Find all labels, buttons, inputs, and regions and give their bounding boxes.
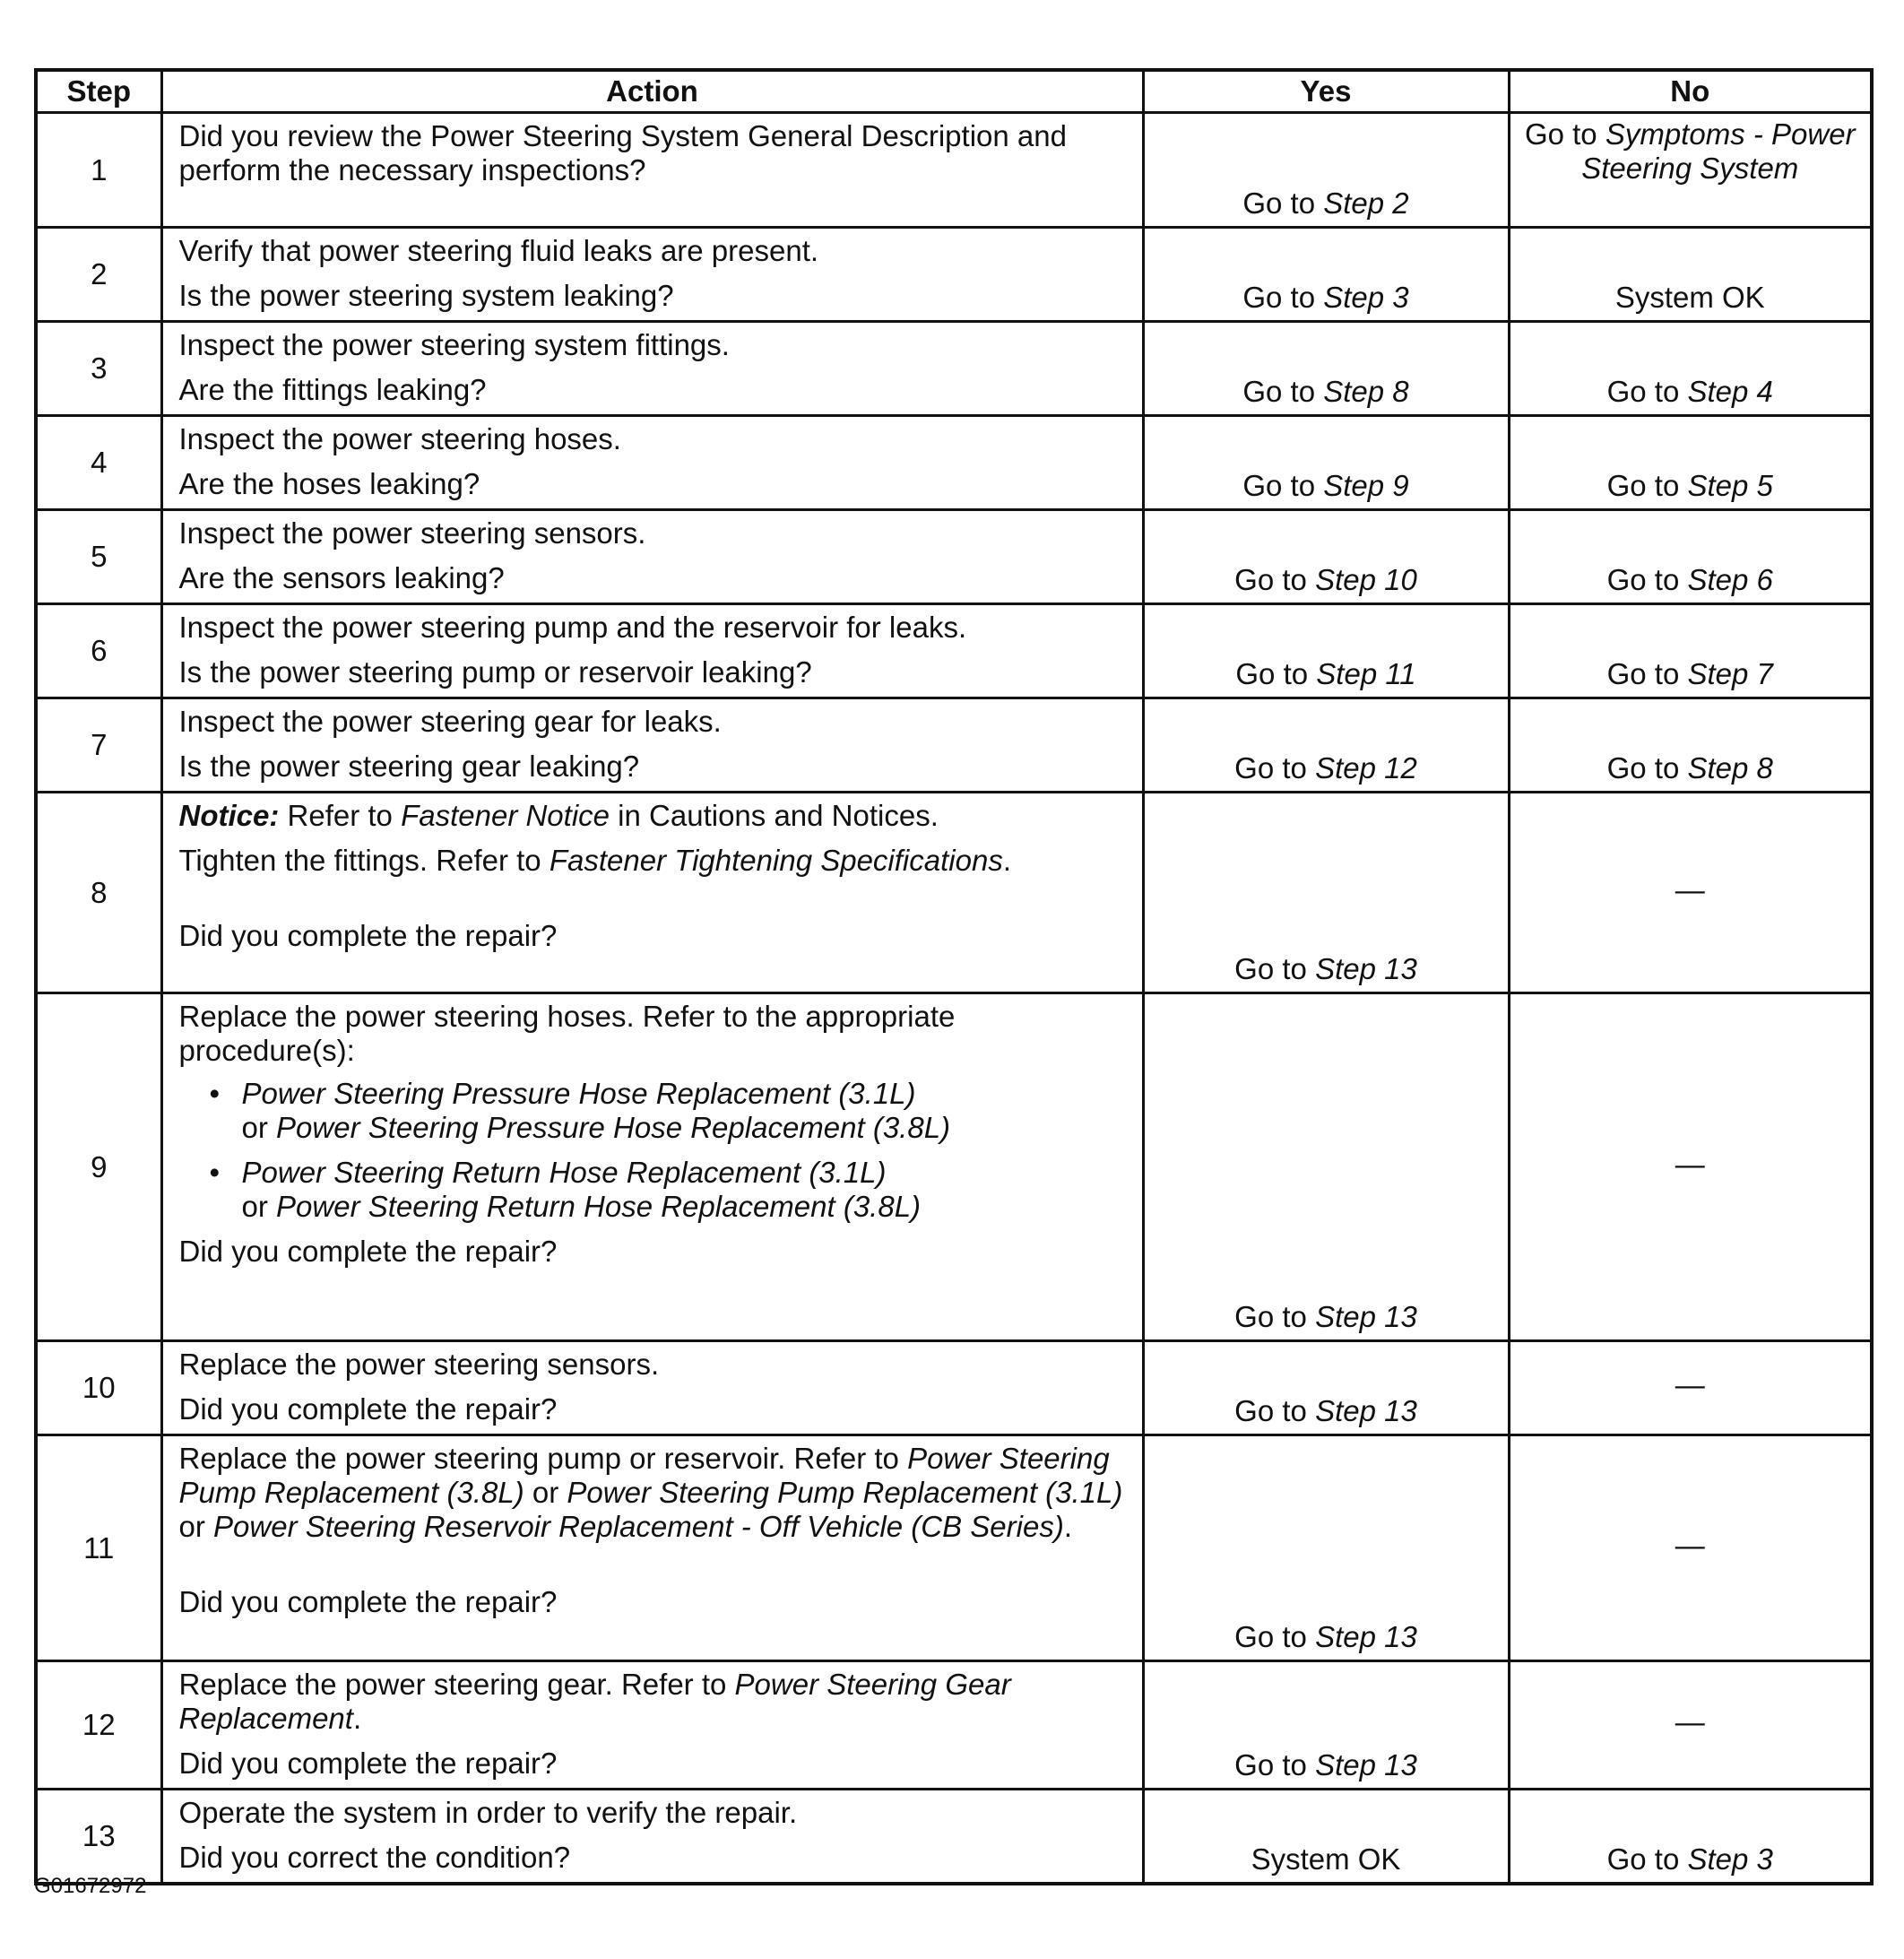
- action-question: Did you correct the condition?: [178, 1841, 571, 1874]
- yes-cell[interactable]: [1143, 793, 1509, 993]
- table-row: [36, 1661, 1872, 1790]
- action-question: Are the fittings leaking?: [178, 373, 487, 406]
- no-prefix: Go to: [1606, 751, 1688, 784]
- action-question: Are the hoses leaking?: [178, 467, 480, 500]
- yes-cell[interactable]: [1143, 698, 1509, 793]
- table-row: [36, 698, 1872, 793]
- table-row: [36, 793, 1872, 993]
- tighten-text-part: .: [1002, 844, 1011, 877]
- yes-step-link[interactable]: Step 2: [1323, 186, 1409, 220]
- procedure-item: [242, 1077, 1126, 1145]
- action-text: Replace the power steering hoses. Refer to the appropriate procedure(s):: [178, 1000, 956, 1067]
- no-step-link[interactable]: Step 4: [1687, 375, 1773, 408]
- no-text: System OK: [1614, 281, 1765, 314]
- fastener-specs-link[interactable]: Fastener Tightening Specifications: [549, 844, 1003, 877]
- no-cell: [1509, 228, 1872, 322]
- no-dash: —: [1675, 1705, 1705, 1738]
- no-cell: [1509, 993, 1872, 1341]
- step-number: 10: [36, 1341, 161, 1435]
- table-row: [36, 1435, 1872, 1661]
- table-row: [36, 228, 1872, 322]
- step-number: 6: [36, 604, 161, 698]
- yes-prefix: Go to: [1242, 469, 1324, 502]
- yes-cell[interactable]: [1143, 1435, 1509, 1661]
- notice-text-part: Refer to: [279, 799, 402, 832]
- step-number: 8: [36, 793, 161, 993]
- yes-cell[interactable]: [1143, 322, 1509, 416]
- yes-cell: [1143, 1790, 1509, 1885]
- procedure-or: or: [241, 1190, 268, 1223]
- no-dash: —: [1675, 1147, 1705, 1181]
- procedure-item: [242, 1156, 1126, 1224]
- no-cell[interactable]: [1509, 1790, 1872, 1885]
- no-cell[interactable]: [1509, 322, 1872, 416]
- yes-cell[interactable]: [1143, 604, 1509, 698]
- replace-text-part: Replace the power steering pump or reservoir. Refer to: [178, 1442, 908, 1475]
- action-text: Inspect the power steering sensors.: [178, 516, 646, 550]
- action-cell: [161, 1435, 1143, 1661]
- action-cell: [161, 793, 1143, 993]
- no-dash: —: [1675, 872, 1705, 906]
- step-number: 9: [36, 993, 161, 1341]
- action-cell: [161, 113, 1143, 228]
- no-step-link[interactable]: Step 8: [1687, 751, 1773, 784]
- action-text: Inspect the power steering hoses.: [178, 422, 621, 455]
- tighten-text: [179, 844, 1126, 878]
- yes-prefix: Go to: [1242, 375, 1324, 408]
- no-step-link[interactable]: Step 7: [1687, 657, 1773, 690]
- notice-text: [179, 799, 1126, 833]
- yes-prefix: Go to: [1234, 563, 1316, 596]
- no-step-link[interactable]: Step 6: [1687, 563, 1773, 596]
- step-number: 2: [36, 228, 161, 322]
- diagnostic-table: [34, 68, 1874, 1885]
- yes-step-link[interactable]: Step 8: [1323, 375, 1409, 408]
- step-number: 11: [36, 1435, 161, 1661]
- action-cell: [161, 1790, 1143, 1885]
- table-row: [36, 113, 1872, 228]
- replace-text: [179, 1442, 1126, 1544]
- step-number: 13: [36, 1790, 161, 1885]
- table-row: [36, 416, 1872, 510]
- action-question: Is the power steering pump or reservoir leaking?: [178, 655, 812, 689]
- yes-step-link[interactable]: Step 10: [1315, 563, 1417, 596]
- reservoir-link[interactable]: Power Steering Reservoir Replacement - Off Vehicle (CB Series): [213, 1510, 1064, 1543]
- step-number: 12: [36, 1661, 161, 1790]
- action-cell: [161, 416, 1143, 510]
- yes-cell[interactable]: [1143, 113, 1509, 228]
- yes-prefix: Go to: [1242, 281, 1324, 314]
- action-question: Are the sensors leaking?: [178, 561, 505, 594]
- step-number: 3: [36, 322, 161, 416]
- yes-prefix: Go to: [1234, 952, 1316, 985]
- replace-text-part: .: [1063, 1510, 1072, 1543]
- no-prefix: Go to: [1606, 563, 1688, 596]
- step-number: 7: [36, 698, 161, 793]
- procedure-list: [179, 1077, 1126, 1224]
- pump-31-link[interactable]: Power Steering Pump Replacement (3.1L): [567, 1476, 1123, 1509]
- action-question: Did you complete the repair?: [178, 919, 558, 952]
- no-cell[interactable]: [1509, 416, 1872, 510]
- action-question: Is the power steering gear leaking?: [178, 750, 640, 783]
- yes-cell[interactable]: [1143, 993, 1509, 1341]
- table-row: [36, 322, 1872, 416]
- pump-38-link[interactable]: Power Steering Pump Replacement (3.8L): [178, 1442, 1110, 1509]
- no-prefix: Go to: [1606, 375, 1688, 408]
- table-row: [36, 510, 1872, 604]
- no-cell[interactable]: [1509, 698, 1872, 793]
- table-row: [36, 1790, 1872, 1885]
- yes-step-link[interactable]: Step 13: [1315, 1394, 1417, 1427]
- gear-replacement-link[interactable]: Power Steering Gear Replacement: [178, 1668, 1011, 1735]
- action-text: Did you review the Power Steering System General Description and perform the necessary inspections?: [178, 119, 1067, 186]
- yes-prefix: Go to: [1234, 751, 1316, 784]
- no-dash: —: [1675, 1528, 1705, 1562]
- no-prefix: Go to: [1606, 657, 1688, 690]
- no-prefix: Go to: [1606, 469, 1688, 502]
- yes-cell[interactable]: [1143, 510, 1509, 604]
- yes-step-link[interactable]: Step 9: [1323, 469, 1409, 502]
- yes-cell[interactable]: [1143, 1341, 1509, 1435]
- yes-prefix: Go to: [1242, 186, 1324, 220]
- yes-prefix: Go to: [1235, 657, 1317, 690]
- yes-cell[interactable]: [1143, 228, 1509, 322]
- procedure-link[interactable]: Power Steering Pressure Hose Replacement (3.8L): [276, 1111, 951, 1144]
- yes-prefix: Go to: [1234, 1620, 1316, 1653]
- action-cell: [161, 510, 1143, 604]
- action-text: Replace the power steering sensors.: [178, 1348, 660, 1381]
- no-step-link[interactable]: Step 3: [1687, 1842, 1773, 1876]
- action-question: Is the power steering system leaking?: [178, 279, 674, 312]
- header-yes: Yes: [1143, 70, 1509, 113]
- yes-cell[interactable]: [1143, 1661, 1509, 1790]
- action-cell: [161, 228, 1143, 322]
- header-step: Step: [36, 70, 161, 113]
- no-cell[interactable]: [1509, 510, 1872, 604]
- step-number: 1: [36, 113, 161, 228]
- fastener-notice-link[interactable]: Fastener Notice: [401, 799, 610, 832]
- action-cell: [161, 993, 1143, 1341]
- table-row: [36, 604, 1872, 698]
- header-no: No: [1509, 70, 1872, 113]
- no-symptoms-link[interactable]: Symptoms - Power Steering System: [1581, 117, 1856, 185]
- yes-step-link[interactable]: Step 3: [1323, 281, 1409, 314]
- action-cell: [161, 604, 1143, 698]
- notice-label: Notice:: [178, 799, 280, 832]
- no-cell[interactable]: [1509, 113, 1872, 228]
- no-cell: [1509, 1435, 1872, 1661]
- yes-step-link[interactable]: Step 13: [1315, 952, 1417, 985]
- yes-prefix: Go to: [1234, 1300, 1316, 1333]
- tighten-text-part: Tighten the fittings. Refer to: [178, 844, 550, 877]
- step-number: 4: [36, 416, 161, 510]
- action-cell: [161, 322, 1143, 416]
- replace-or: or: [178, 1510, 214, 1543]
- action-text: Verify that power steering fluid leaks are present.: [178, 234, 819, 267]
- yes-step-link[interactable]: Step 11: [1316, 657, 1416, 690]
- action-text: Operate the system in order to verify the repair.: [178, 1796, 798, 1829]
- action-text: Inspect the power steering gear for leaks.: [178, 705, 722, 738]
- no-cell[interactable]: [1509, 604, 1872, 698]
- yes-step-link[interactable]: Step 13: [1315, 1620, 1417, 1653]
- procedure-link[interactable]: Power Steering Return Hose Replacement (3.8L): [276, 1190, 922, 1223]
- action-cell: [161, 698, 1143, 793]
- procedure-link[interactable]: Power Steering Pressure Hose Replacement (3.1L): [241, 1077, 916, 1110]
- action-text: Inspect the power steering system fittings.: [178, 328, 730, 361]
- action-question: Did you complete the repair?: [178, 1392, 558, 1426]
- no-prefix: Go to: [1606, 1842, 1688, 1876]
- notice-text-part: in Cautions and Notices.: [610, 799, 939, 832]
- yes-prefix: Go to: [1234, 1748, 1316, 1781]
- yes-step-link[interactable]: Step 13: [1315, 1748, 1417, 1781]
- replace-or: or: [524, 1476, 567, 1509]
- yes-text: System OK: [1251, 1842, 1401, 1876]
- replace-text: [179, 1668, 1126, 1736]
- action-cell: [161, 1661, 1143, 1790]
- yes-cell[interactable]: [1143, 416, 1509, 510]
- no-cell: [1509, 1341, 1872, 1435]
- figure-id: G01672972: [34, 1874, 147, 1898]
- step-number: 5: [36, 510, 161, 604]
- procedure-or: or: [241, 1111, 268, 1144]
- action-text: Inspect the power steering pump and the reservoir for leaks.: [178, 611, 967, 644]
- yes-prefix: Go to: [1234, 1394, 1316, 1427]
- header-action: Action: [161, 70, 1143, 113]
- no-cell: [1509, 1661, 1872, 1790]
- action-question: Did you complete the repair?: [178, 1235, 558, 1268]
- table-row: [36, 993, 1872, 1341]
- replace-text-part: Replace the power steering gear. Refer to: [178, 1668, 735, 1701]
- yes-step-link[interactable]: Step 13: [1315, 1300, 1417, 1333]
- action-question: Did you complete the repair?: [178, 1747, 558, 1780]
- no-prefix: Go to: [1524, 117, 1605, 151]
- procedure-link[interactable]: Power Steering Return Hose Replacement (3.1L): [241, 1156, 887, 1189]
- header-row: [36, 70, 1872, 113]
- action-question: Did you complete the repair?: [178, 1585, 558, 1618]
- replace-text-part: .: [352, 1702, 362, 1735]
- no-cell: [1509, 793, 1872, 993]
- action-cell: [161, 1341, 1143, 1435]
- no-dash: —: [1675, 1368, 1705, 1401]
- table-row: [36, 1341, 1872, 1435]
- yes-step-link[interactable]: Step 12: [1315, 751, 1417, 784]
- no-step-link[interactable]: Step 5: [1687, 469, 1773, 502]
